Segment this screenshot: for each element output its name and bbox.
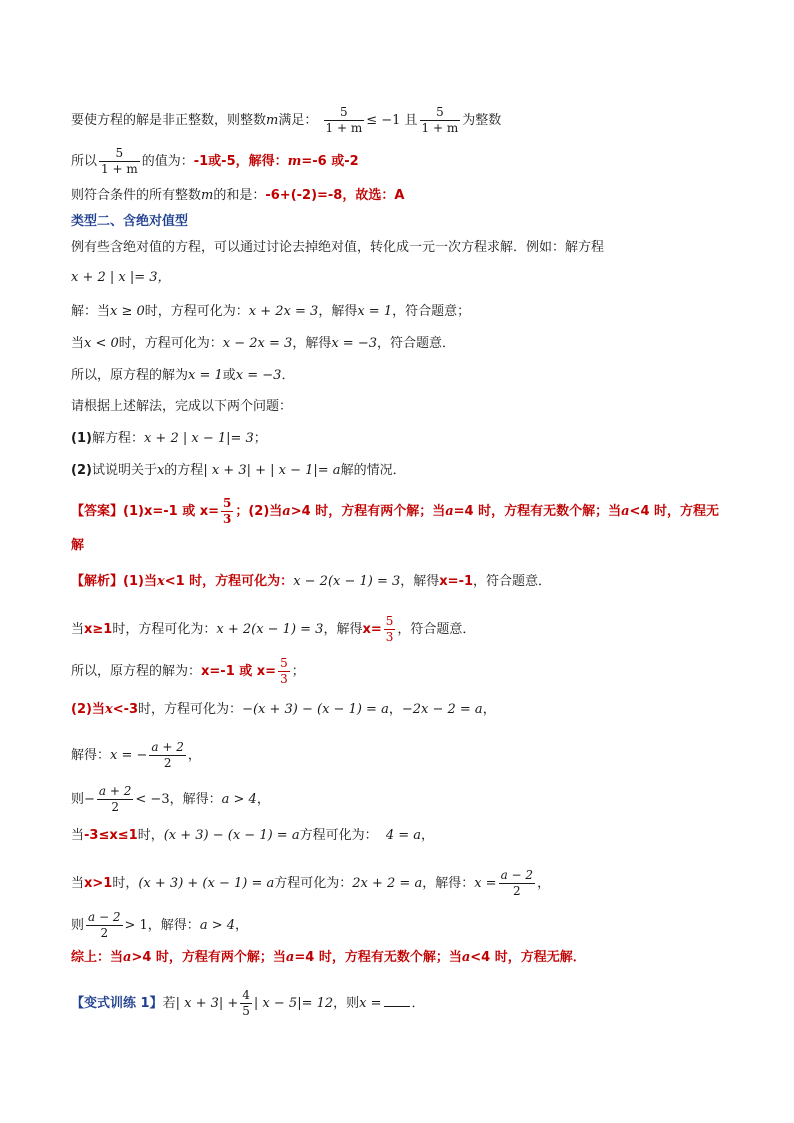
equation: 2x + 2 = a [352, 876, 423, 891]
denominator: 2 [513, 884, 521, 898]
text: ，符合题意； [392, 304, 471, 319]
text: 解：当 [71, 304, 111, 319]
text: ， [256, 792, 270, 807]
line-nonpositive-condition [71, 105, 501, 136]
question-number: (2) [71, 463, 92, 478]
answer-text: <4 时，方程无解． [470, 950, 586, 965]
line-case-nonnegative [71, 302, 470, 322]
math-var: a [123, 950, 132, 965]
text: 则 [71, 918, 85, 933]
answer-label: 【答案】 [71, 504, 124, 519]
text: 试说明关于 [91, 463, 157, 478]
text: 的和是： [213, 188, 266, 203]
denominator: 2 [111, 800, 119, 814]
equation: x − 2x = 3 [222, 336, 293, 351]
answer-text: ；(2)当 [235, 504, 283, 519]
text: 当 [71, 876, 85, 891]
text: ， [482, 702, 496, 717]
equation: x = − [110, 748, 148, 763]
fraction [278, 656, 290, 687]
text: ； [253, 431, 267, 446]
fraction [499, 868, 535, 899]
text: 当 [71, 828, 85, 843]
denominator: 5 [242, 1004, 250, 1018]
equation: x + 2(x − 1) = 3 [216, 622, 324, 637]
answer-text: =4 时，方程有无数个解；当 [453, 504, 622, 519]
analysis-line-2 [71, 614, 475, 645]
question-2 [71, 461, 406, 481]
analysis-line-8 [71, 868, 550, 899]
equation: a > 4 [199, 918, 235, 933]
text: 解方程： [91, 431, 144, 446]
answer-text: =-6 或-2 [301, 154, 359, 169]
equation: x + 2 | x |= 3， [71, 270, 171, 285]
text: ，解得 [323, 622, 363, 637]
text: 或 [222, 368, 236, 383]
text: 则 [71, 792, 85, 807]
denominator: 2 [163, 756, 172, 770]
numerator: 5 [280, 656, 288, 670]
text: 所以，原方程的解为 [71, 368, 189, 383]
equation: x + 2x = 3 [248, 304, 319, 319]
fraction [97, 784, 133, 815]
numerator: a + 2 [151, 740, 184, 754]
text: 解得： [71, 748, 111, 763]
answer-text: >4 时，方程有两个解；当 [290, 504, 446, 519]
text: ，解得： [169, 792, 222, 807]
analysis-line-6 [71, 784, 270, 815]
equation: x + 2 | x − 1|= 3 [143, 431, 254, 446]
answer-text: <1 时，方程可化为： [164, 574, 294, 589]
analysis-line-3 [71, 656, 305, 687]
text: 满足： [278, 113, 318, 128]
equation: x − 2(x − 1) = 3 [293, 574, 401, 589]
equation: −(x + 3) − (x − 1) = a [242, 702, 389, 717]
text: ，符合题意． [377, 336, 456, 351]
numerator: a − 2 [500, 868, 534, 882]
fraction [420, 105, 461, 136]
analysis-line-9 [71, 910, 248, 941]
text: ， [537, 876, 551, 891]
math-sign: − [84, 792, 95, 807]
numerator: 5 [324, 105, 365, 121]
math-var: m [287, 154, 302, 169]
numerator: 5 [99, 146, 140, 162]
equation: | x − 5|= 12 [253, 996, 334, 1011]
text: 时， [137, 828, 164, 843]
text: ，解得 [318, 304, 358, 319]
fraction [149, 740, 185, 771]
fraction [86, 910, 122, 941]
answer-text: <4 时，方程无 [629, 504, 720, 519]
text: 时， [112, 876, 139, 891]
answer-blank[interactable] [384, 994, 410, 1007]
math-var: a [621, 504, 630, 519]
text: ，解得： [422, 876, 475, 891]
denominator: 2 [100, 926, 109, 940]
equation: (x + 3) − (x − 1) = a [163, 828, 300, 843]
answer-text: 综上：当 [71, 950, 124, 965]
text: 时，方程可化为： [144, 304, 249, 319]
question-1 [71, 429, 267, 449]
line-fraction-values [71, 146, 359, 177]
text: ≤ −1 且 [366, 113, 418, 128]
heading-text: 类型二、含绝对值型 [71, 214, 189, 229]
equation: x = [474, 876, 497, 891]
text: 的值为： [141, 154, 194, 169]
analysis-summary [71, 948, 586, 968]
equation: x = 1 [188, 368, 223, 383]
math-var: x [156, 463, 165, 478]
section-heading [71, 212, 188, 232]
answer-text: x=-1 [439, 574, 474, 589]
numerator: 5 [420, 105, 461, 121]
text: ，解得 [292, 336, 332, 351]
fraction [240, 988, 252, 1019]
math-var: a [445, 504, 454, 519]
text: 的方程 [164, 463, 204, 478]
equation: a > 4 [221, 792, 257, 807]
answer-text: =4 时，方程有无数个解；当 [294, 950, 462, 965]
answer-text: x=-1 或 x= [201, 664, 277, 679]
equation: x < 0 [84, 336, 119, 351]
equation: | x + 3| + [175, 996, 239, 1011]
numerator: a − 2 [88, 910, 121, 924]
answer-text: -1或-5，解得： [193, 154, 288, 169]
denominator: 3 [280, 672, 288, 686]
equation: (x + 3) + (x − 1) = a [138, 876, 275, 891]
denominator: 3 [223, 512, 232, 526]
text: ，符合题意． [397, 622, 476, 637]
numerator: 5 [385, 614, 394, 628]
math-var: x [104, 702, 113, 717]
text: 所以，原方程的解为： [71, 664, 202, 679]
text: 为整数 [462, 113, 502, 128]
equation: 4 = a [385, 828, 422, 843]
equation: | x + 3| + | x − 1|= a [203, 463, 341, 478]
answer-text: (2)当 [71, 702, 105, 717]
denominator: 1 + m [101, 162, 138, 176]
denominator: 1 + m [421, 121, 459, 135]
answer-text: (1)x=-1 或 x= [123, 504, 219, 519]
text: 当 [71, 622, 85, 637]
text: ； [291, 664, 305, 679]
answer-text: -6+(-2)=-8，故选：A [265, 188, 405, 203]
math-var: x [156, 574, 165, 589]
text: 要使方程的解是非正整数，则整数 [71, 113, 267, 128]
equation: x ≥ 0 [110, 304, 145, 319]
line-instruction [71, 397, 292, 417]
answer-text: x= [362, 622, 382, 637]
equation: > 1 [124, 918, 148, 933]
fraction [384, 614, 396, 645]
equation: x = 1 [357, 304, 393, 319]
math-var: a [461, 950, 471, 965]
numerator: 5 [223, 496, 232, 510]
answer-text: (1)当 [123, 574, 157, 589]
text: ， [388, 702, 402, 717]
text: ． [281, 368, 295, 383]
text: 则符合条件的所有整数 [71, 188, 202, 203]
math-var: a [282, 504, 291, 519]
text: ， [187, 748, 201, 763]
denominator: 1 + m [325, 121, 363, 135]
text: ． [411, 996, 425, 1011]
equation: x = [359, 996, 382, 1011]
line-example-intro [71, 238, 604, 258]
answer-text: >4 时，方程有两个解；当 [131, 950, 286, 965]
fraction [99, 146, 140, 177]
line-example-equation [71, 268, 171, 288]
text: ， [235, 918, 249, 933]
text: 若 [162, 996, 176, 1011]
equation: −2x − 2 = a [401, 702, 483, 717]
text: ，解得 [400, 574, 440, 589]
equation: < −3 [135, 792, 170, 807]
text: 时，方程可化为： [112, 622, 217, 637]
line-case-negative [71, 334, 455, 354]
text: 例有些含绝对值的方程，可以通过讨论去掉绝对值，转化成一元一次方程求解．例如：解方程 [71, 240, 605, 255]
analysis-line-4 [71, 700, 496, 720]
equation: x = −3 [331, 336, 377, 351]
text: 时，方程可化为： [118, 336, 223, 351]
numerator: a + 2 [98, 784, 132, 798]
analysis-line-7 [71, 826, 434, 846]
text: 方程可化为： [274, 876, 353, 891]
analysis-label: 【解析】 [71, 574, 124, 589]
answer-text: -3≤x≤1 [84, 828, 138, 843]
text: 时，方程可化为： [138, 702, 243, 717]
answer-line [71, 496, 719, 527]
variant-exercise-1 [71, 988, 425, 1019]
line-example-solution [71, 366, 294, 386]
math-var: a [285, 950, 295, 965]
fraction [221, 496, 233, 527]
answer-line-continued [71, 536, 84, 556]
math-var: m [201, 188, 214, 203]
analysis-line-5 [71, 740, 201, 771]
text: ，则 [333, 996, 360, 1011]
fraction [324, 105, 365, 136]
math-var: m [266, 113, 279, 128]
answer-text: x>1 [84, 876, 113, 891]
text: 当 [71, 336, 85, 351]
denominator: 3 [385, 630, 394, 644]
equation: x = −3 [235, 368, 282, 383]
text: ，符合题意． [473, 574, 552, 589]
text: 解的情况． [340, 463, 406, 478]
numerator: 4 [242, 988, 250, 1002]
text: ， [421, 828, 435, 843]
answer-text: 解 [71, 538, 85, 553]
text: 请根据上述解法，完成以下两个问题： [71, 399, 293, 414]
text: 方程可化为： [299, 828, 378, 843]
text: ，解得： [147, 918, 200, 933]
answer-text: x≥1 [84, 622, 113, 637]
answer-text: <-3 [112, 702, 139, 717]
exercise-label: 【变式训练 1】 [71, 996, 163, 1011]
analysis-line-1 [71, 572, 551, 592]
text: 所以 [71, 154, 98, 169]
question-number: (1) [71, 431, 92, 446]
line-sum [71, 186, 404, 206]
